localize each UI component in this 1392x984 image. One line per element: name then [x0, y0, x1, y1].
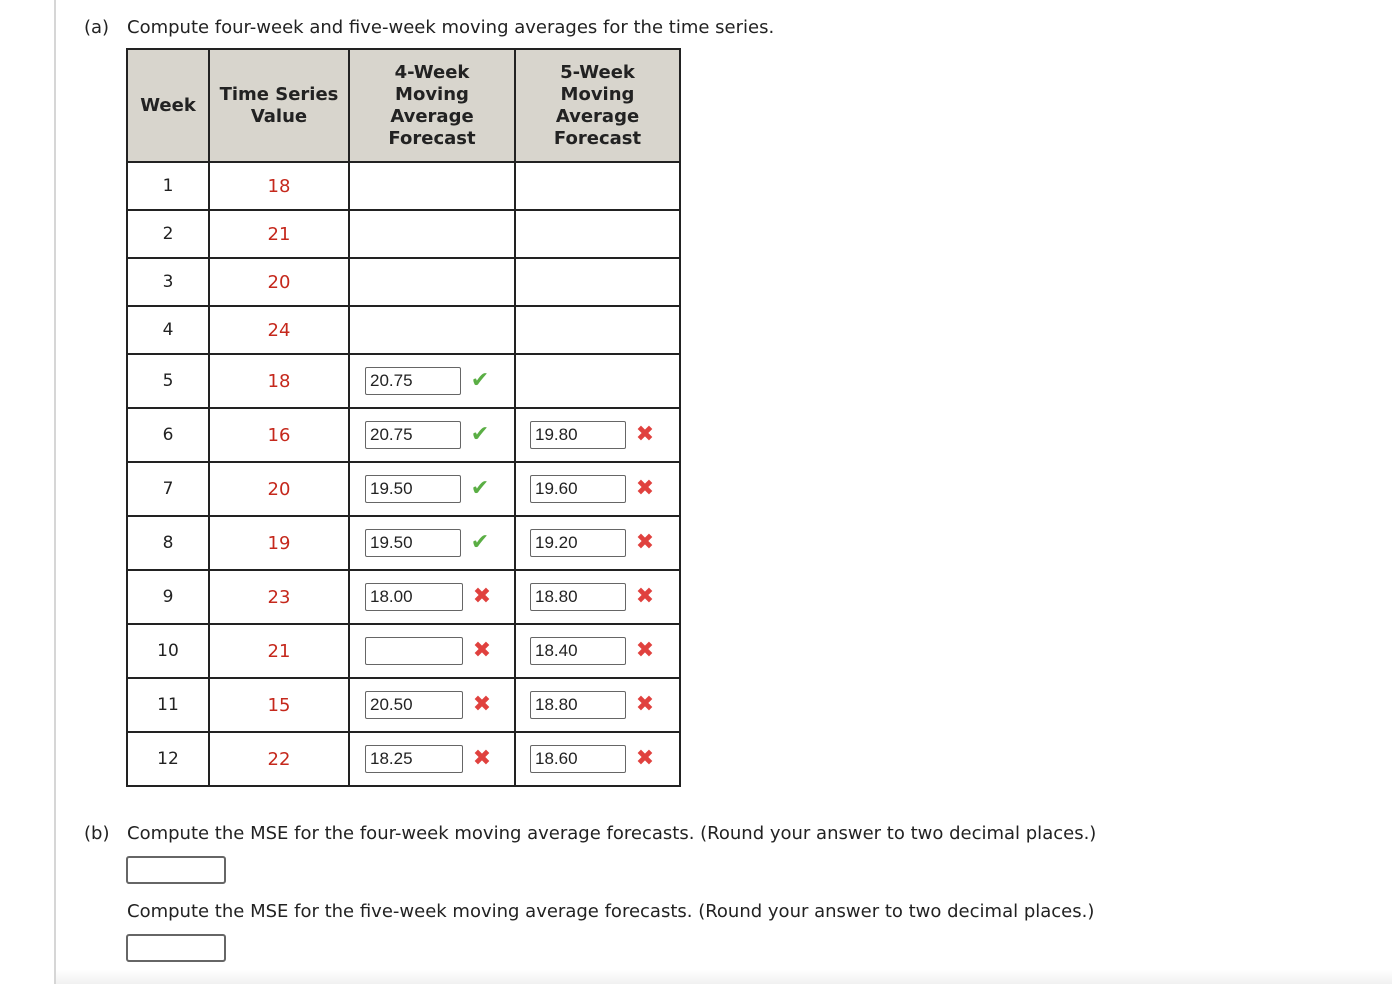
header-time-series-value: Time Series Value — [209, 49, 349, 162]
time-series-value-cell: 21 — [209, 210, 349, 258]
part-b-prompt-four: Compute the MSE for the four-week moving average forecasts. (Round your answer to two decimal places.) — [127, 823, 1097, 844]
mse-five-week-input[interactable] — [126, 934, 226, 962]
moving-average-table — [126, 48, 681, 787]
four-week-forecast-input[interactable] — [365, 421, 461, 449]
x-icon: ✖ — [635, 530, 655, 555]
week-cell: 9 — [127, 570, 209, 624]
time-series-value-cell: 21 — [209, 624, 349, 678]
five-week-forecast-input[interactable] — [530, 691, 626, 719]
four-week-forecast-cell — [349, 162, 515, 210]
x-icon: ✖ — [635, 584, 655, 609]
time-series-value-cell: 22 — [209, 732, 349, 786]
week-cell: 10 — [127, 624, 209, 678]
check-icon: ✔ — [470, 422, 490, 447]
table-row — [127, 354, 680, 408]
week-cell: 1 — [127, 162, 209, 210]
four-week-forecast-cell — [349, 408, 515, 462]
x-icon: ✖ — [635, 638, 655, 663]
week-cell: 7 — [127, 462, 209, 516]
five-week-forecast-cell — [515, 258, 680, 306]
time-series-value-cell: 20 — [209, 462, 349, 516]
five-week-forecast-cell — [515, 162, 680, 210]
part-b-prompt-five: Compute the MSE for the five-week moving average forecasts. (Round your answer to two decimal places.) — [127, 901, 1095, 922]
table-row — [127, 516, 680, 570]
four-week-forecast-input[interactable] — [365, 691, 463, 719]
four-week-forecast-input[interactable] — [365, 745, 463, 773]
table-row — [127, 678, 680, 732]
table-row — [127, 624, 680, 678]
header-week: Week — [127, 49, 209, 162]
week-cell: 4 — [127, 306, 209, 354]
x-icon: ✖ — [635, 692, 655, 717]
bottom-fade — [56, 970, 1392, 984]
week-cell: 11 — [127, 678, 209, 732]
x-icon: ✖ — [472, 584, 492, 609]
four-week-forecast-input[interactable] — [365, 529, 461, 557]
x-icon: ✖ — [635, 746, 655, 771]
five-week-forecast-cell — [515, 570, 680, 624]
table-row — [127, 570, 680, 624]
five-week-forecast-input[interactable] — [530, 421, 626, 449]
time-series-value-cell: 24 — [209, 306, 349, 354]
table-row — [127, 210, 680, 258]
table-row — [127, 408, 680, 462]
five-week-forecast-cell — [515, 516, 680, 570]
table-header-row — [127, 49, 680, 162]
x-icon: ✖ — [472, 638, 492, 663]
x-icon: ✖ — [635, 476, 655, 501]
week-cell: 5 — [127, 354, 209, 408]
four-week-forecast-input[interactable] — [365, 475, 461, 503]
five-week-forecast-cell — [515, 624, 680, 678]
time-series-value-cell: 20 — [209, 258, 349, 306]
time-series-value-cell: 16 — [209, 408, 349, 462]
five-week-forecast-cell — [515, 408, 680, 462]
table-row — [127, 306, 680, 354]
part-a-prompt: Compute four-week and five-week moving averages for the time series. — [127, 17, 775, 38]
week-cell: 8 — [127, 516, 209, 570]
five-week-forecast-input[interactable] — [530, 637, 626, 665]
part-a-label: (a) — [84, 17, 110, 38]
time-series-value-cell: 18 — [209, 354, 349, 408]
time-series-value-cell: 15 — [209, 678, 349, 732]
table-row — [127, 162, 680, 210]
five-week-forecast-cell — [515, 462, 680, 516]
four-week-forecast-input[interactable] — [365, 583, 463, 611]
five-week-forecast-input[interactable] — [530, 745, 626, 773]
four-week-forecast-cell — [349, 306, 515, 354]
five-week-forecast-cell — [515, 678, 680, 732]
four-week-forecast-cell — [349, 210, 515, 258]
part-b-label: (b) — [84, 823, 110, 844]
question-a — [84, 16, 774, 40]
week-cell: 6 — [127, 408, 209, 462]
four-week-forecast-cell — [349, 732, 515, 786]
mse-four-week-input[interactable] — [126, 856, 226, 884]
x-icon: ✖ — [472, 692, 492, 717]
table-row — [127, 732, 680, 786]
five-week-forecast-input[interactable] — [530, 475, 626, 503]
four-week-forecast-cell — [349, 354, 515, 408]
check-icon: ✔ — [470, 530, 490, 555]
question-b — [84, 822, 1096, 846]
four-week-forecast-cell — [349, 516, 515, 570]
four-week-forecast-input[interactable] — [365, 637, 463, 665]
header-5-week-forecast: 5-Week Moving Average Forecast — [515, 49, 680, 162]
five-week-forecast-input[interactable] — [530, 583, 626, 611]
left-margin-rule — [54, 0, 56, 984]
time-series-value-cell: 18 — [209, 162, 349, 210]
table-row — [127, 258, 680, 306]
five-week-forecast-cell — [515, 354, 680, 408]
header-4-week-forecast: 4-Week Moving Average Forecast — [349, 49, 515, 162]
four-week-forecast-cell — [349, 462, 515, 516]
time-series-value-cell: 23 — [209, 570, 349, 624]
week-cell: 3 — [127, 258, 209, 306]
five-week-forecast-cell — [515, 210, 680, 258]
check-icon: ✔ — [470, 368, 490, 393]
five-week-forecast-cell — [515, 732, 680, 786]
x-icon: ✖ — [472, 746, 492, 771]
four-week-forecast-cell — [349, 258, 515, 306]
four-week-forecast-input[interactable] — [365, 367, 461, 395]
week-cell: 2 — [127, 210, 209, 258]
four-week-forecast-cell — [349, 624, 515, 678]
check-icon: ✔ — [470, 476, 490, 501]
four-week-forecast-cell — [349, 678, 515, 732]
time-series-value-cell: 19 — [209, 516, 349, 570]
week-cell: 12 — [127, 732, 209, 786]
x-icon: ✖ — [635, 422, 655, 447]
five-week-forecast-cell — [515, 306, 680, 354]
five-week-forecast-input[interactable] — [530, 529, 626, 557]
four-week-forecast-cell — [349, 570, 515, 624]
table-row — [127, 462, 680, 516]
